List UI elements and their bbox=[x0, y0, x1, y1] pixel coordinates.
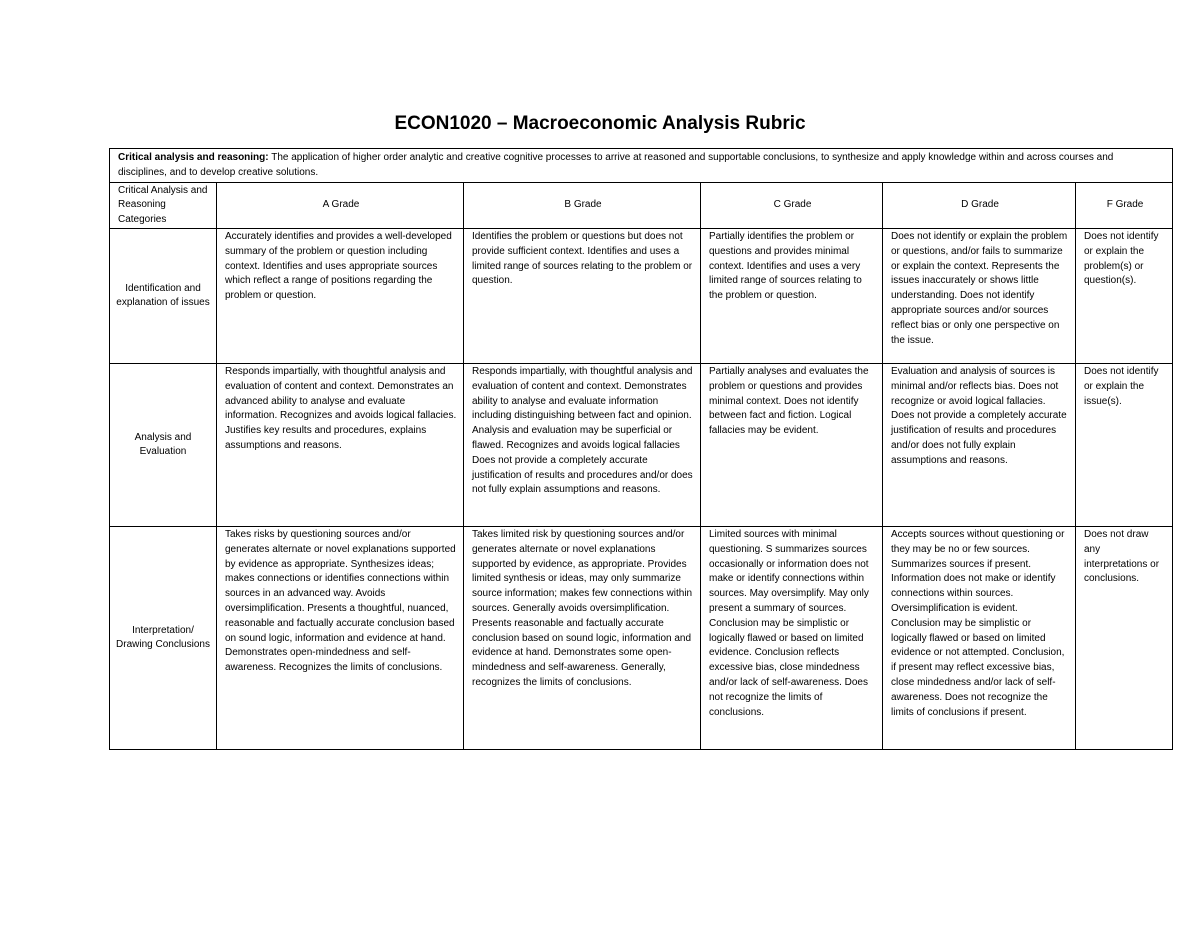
intro-row bbox=[110, 149, 1173, 183]
grade-cell: Takes risks by questioning sources and/or generates alternate or novel explanations supported by evidence as appropriate. Synthesizes ideas; makes connections or identifies connections within sources in an advanced way. Avoids oversimplification. Presents a thoughtful, nuanced, reasonable and factually accurate conclusion based on sound logic, information and evidence at hand. Demonstrates open-mindedness and self- awareness. Recognizes the limits of conclusions. bbox=[217, 526, 464, 749]
header-category: Critical Analysis and Reasoning Categories bbox=[110, 182, 217, 228]
intro-cell bbox=[110, 149, 1173, 183]
header-d-grade: D Grade bbox=[883, 182, 1076, 228]
grade-cell: Does not draw any interpretations or conclusions. bbox=[1076, 526, 1173, 749]
grade-cell: Accurately identifies and provides a well-developed summary of the problem or question including context. Identifies and uses appropriate sources which reflect a range of positions regarding the problem or question. bbox=[217, 228, 464, 363]
grade-cell: Responds impartially, with thoughtful analysis and evaluation of content and context. Demonstrates an advanced ability to analyse and evaluate information. Recognizes and avoids logical fallacies. Justifies key results and procedures, explains assumptions and reasons. bbox=[217, 363, 464, 526]
grade-cell: Identifies the problem or questions but does not provide sufficient context. Identifies and uses a limited range of sources relating to the problem or question. bbox=[464, 228, 701, 363]
grade-cell: Limited sources with minimal questioning. S summarizes sources occasionally or information does not make or identify connections within sources. May oversimplify. May only present a summary of sources. Conclusion may be simplistic or logically flawed or based on limited evidence. Conclusion reflects excessive bias, close mindedness and/or lack of self-awareness. Does not recognize the limits of conclusions. bbox=[701, 526, 883, 749]
grade-cell: Does not identify or explain the problem(s) or question(s). bbox=[1076, 228, 1173, 363]
table-row bbox=[110, 363, 1173, 526]
header-b-grade: B Grade bbox=[464, 182, 701, 228]
intro-text: The application of higher order analytic and creative cognitive processes to arrive at reasoned and supportable conclusions, to synthesize and apply knowledge within and across courses and disciplines, and to develop creative solutions. bbox=[118, 152, 1114, 178]
row-category: Identification and explanation of issues bbox=[110, 228, 217, 363]
grade-cell: Partially analyses and evaluates the problem or questions and provides minimal context. Does not identify between fact and fiction. Logical fallacies may be evident. bbox=[701, 363, 883, 526]
intro-label: Critical analysis and reasoning: bbox=[118, 152, 269, 163]
grade-cell: Accepts sources without questioning or they may be no or few sources. Summarizes sources if present. Information does not make or identify connections within sources. Oversimplification is evident. Conclusion may be simplistic or logically flawed or based on limited evidence or not attempted. Conclusion, if present may reflect excessive bias, close mindedness and/or lack of self-awareness. Does not recognize the limits of conclusions if present. bbox=[883, 526, 1076, 749]
header-a-grade: A Grade bbox=[217, 182, 464, 228]
grade-cell: Evaluation and analysis of sources is minimal and/or reflects bias. Does not recognize or avoid logical fallacies. Does not provide a completely accurate justification of results and procedures and/or does not fully explain assumptions and reasons. bbox=[883, 363, 1076, 526]
grade-cell: Does not identify or explain the issue(s). bbox=[1076, 363, 1173, 526]
header-f-grade: F Grade bbox=[1076, 182, 1173, 228]
row-category: Interpretation/ Drawing Conclusions bbox=[110, 526, 217, 749]
header-c-grade: C Grade bbox=[701, 182, 883, 228]
header-row bbox=[110, 182, 1173, 228]
grade-cell: Responds impartially, with thoughtful analysis and evaluation of content and context. Demonstrates ability to analyse and evaluate information including distinguishing between fact and opinion. Analysis and evaluation may be superficial or flawed. Recognizes and avoids logical fallacies Does not provide a completely accurate justification of results and procedures and/or does not fully explain assumptions and reasons. bbox=[464, 363, 701, 526]
grade-cell: Does not identify or explain the problem or questions, and/or fails to summarize or explain the context. Represents the issues inaccurately or shows little understanding. Does not identify appropriate sources and/or sources reflect bias or only one perspective on the issue. bbox=[883, 228, 1076, 363]
row-category: Analysis and Evaluation bbox=[110, 363, 217, 526]
grade-cell: Takes limited risk by questioning sources and/or generates alternate or novel explanations supported by evidence, as appropriate. Provides limited synthesis or ideas, may only summarize source information; makes few connections within sources. Generally avoids oversimplification. Presents reasonable and factually accurate conclusion based on sound logic, information and evidence at hand. Demonstrates some open-mindedness and self-awareness. Generally, recognizes the limits of conclusions. bbox=[464, 526, 701, 749]
table-row bbox=[110, 526, 1173, 749]
grade-cell: Partially identifies the problem or questions and provides minimal context. Identifies and uses a very limited range of sources relating to the problem or question. bbox=[701, 228, 883, 363]
rubric-table bbox=[109, 148, 1173, 750]
document-title: ECON1020 – Macroeconomic Analysis Rubric bbox=[394, 113, 806, 134]
table-row bbox=[110, 228, 1173, 363]
